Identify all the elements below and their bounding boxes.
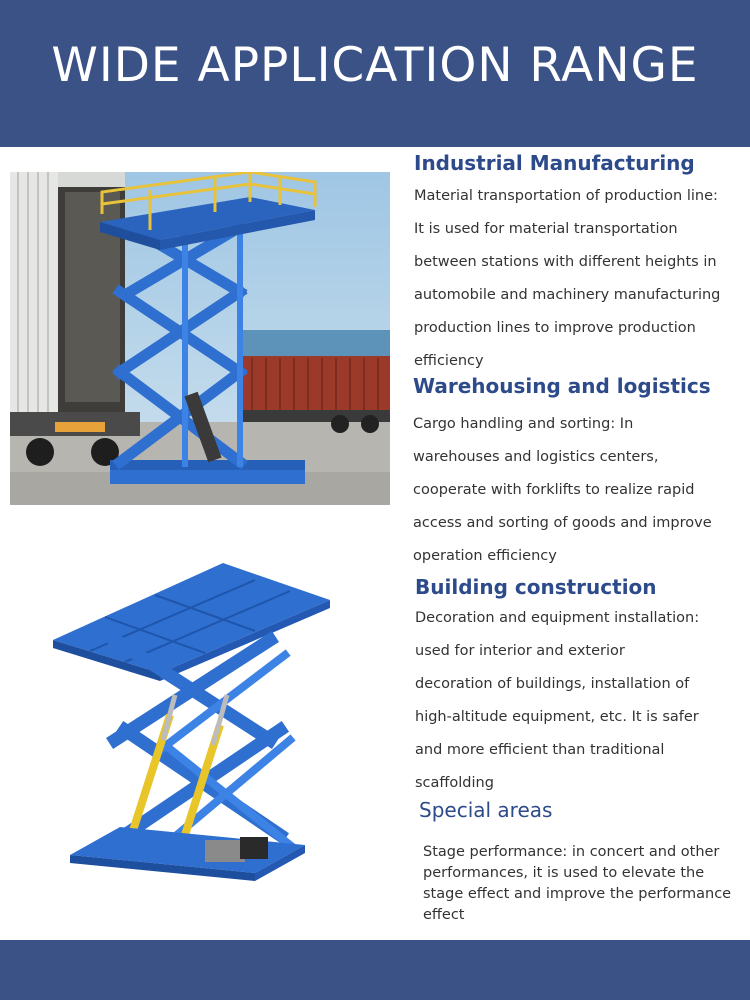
- section-text-building-construction: [415, 602, 750, 800]
- section-text-industrial-manufacturing: [414, 180, 749, 378]
- section-heading-industrial-manufacturing: Industrial Manufacturing: [414, 151, 695, 175]
- text-line: effect: [423, 907, 465, 923]
- text-line: efficiency: [414, 353, 484, 369]
- text-line: access and sorting of goods and improve: [413, 515, 712, 531]
- text-line: performances, it is used to elevate the: [423, 865, 705, 881]
- text-line: high-altitude equipment, etc. It is safer: [415, 709, 699, 725]
- text-line: warehouses and logistics centers,: [413, 449, 659, 465]
- section-heading-building-construction: Building construction: [415, 575, 657, 599]
- text-line: Cargo handling and sorting: In: [413, 416, 634, 432]
- text-line: automobile and machinery manufacturing: [414, 287, 721, 303]
- section-heading-warehousing-logistics: Warehousing and logistics: [413, 374, 711, 398]
- text-line: scaffolding: [415, 775, 494, 791]
- top-banner: [0, 0, 750, 147]
- section-text-warehousing-logistics: [413, 408, 748, 573]
- text-line: stage effect and improve the performance: [423, 886, 732, 902]
- text-line: Material transportation of production line:: [414, 188, 718, 204]
- text-line: between stations with different heights in: [414, 254, 717, 270]
- text-line: Stage performance: in concert and other: [423, 844, 720, 860]
- banner-title: WIDE APPLICATION RANGE: [51, 38, 699, 93]
- bottom-banner: [0, 940, 750, 1000]
- text-line: Decoration and equipment installation:: [415, 610, 700, 626]
- text-line: used for interior and exterior: [415, 643, 625, 659]
- scissor-lift-product-image: [45, 555, 345, 885]
- text-line: It is used for material transportation: [414, 221, 678, 237]
- section-text-special-areas: [423, 842, 750, 926]
- text-line: production lines to improve production: [414, 320, 696, 336]
- text-line: cooperate with forklifts to realize rapid: [413, 482, 695, 498]
- text-line: decoration of buildings, installation of: [415, 676, 690, 692]
- scissor-lift-photo-container: [10, 172, 390, 505]
- section-heading-special-areas: Special areas: [419, 798, 553, 822]
- text-line: operation efficiency: [413, 548, 557, 564]
- text-line: and more efficient than traditional: [415, 742, 665, 758]
